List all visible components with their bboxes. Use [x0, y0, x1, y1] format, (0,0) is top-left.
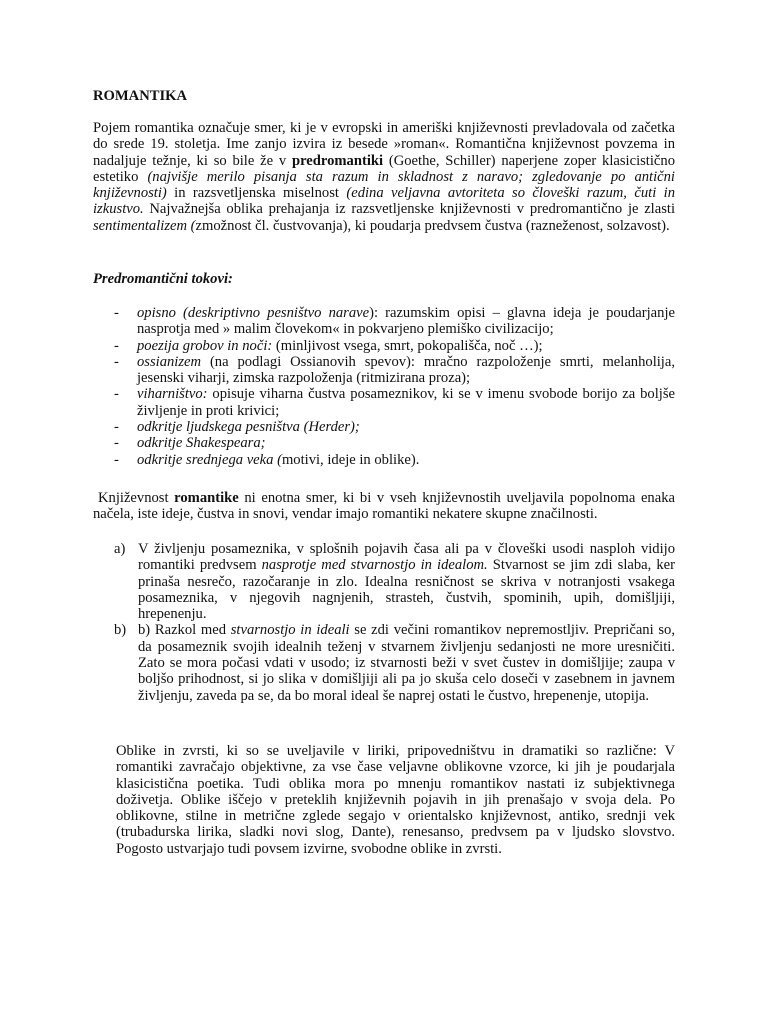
intro-paragraph [93, 120, 675, 234]
item-italic: odkritje ljudskega pesništva (Herder); [137, 419, 360, 436]
intro-italic: sentimentalizem ( [93, 217, 196, 234]
list-item [93, 541, 675, 622]
item-text: motivi, ideje in oblike). [281, 451, 420, 468]
list-item [93, 305, 675, 338]
para-text: ni enotna smer, ki bi v vseh književnostih uveljavila popolnoma enaka načela, iste ideje, čustva in snovi, vendar imajo romantiki nekatere skupne značilnosti. [93, 490, 675, 523]
section-subheading: Predromantični tokovi: [93, 271, 233, 287]
item-italic: poezija grobov in noči: [137, 337, 273, 354]
currents-list [93, 305, 675, 468]
intro-text: Najvažnejša oblika prehajanja iz razsvetljenske književnosti v predromantično je zlasti [143, 201, 675, 218]
dash-marker: - [114, 386, 119, 403]
romanticism-paragraph [93, 490, 675, 523]
item-italic: viharništvo: [137, 386, 208, 403]
item-italic: odkritje srednjega veka ( [137, 451, 282, 468]
list-item [93, 622, 675, 703]
document-title: ROMANTIKA [93, 88, 188, 104]
intro-text: zmožnost čl. čustvovanja), ki poudarja predvsem čustva (razneženost, solzavost). [195, 217, 670, 234]
list-item [93, 435, 675, 451]
forms-paragraph: Oblike in zvrsti, ki so se uveljavile v liriki, pripovedništvu in dramatiki so različne: V romantiki zavračajo objektivne, za vse čase veljavne oblikovne vzorce, ki jih je poudarjala klasicistična poetika. Tudi oblika mora po mnenju romantikov nastati iz subjektivnega doživetja. Oblike iščejo v preteklih književnih pojavih in jih prenašajo v svoja dela. Po oblikovne, stilne in metrične zglede segajo v orientalsko književnost, antiko, srednji vek (trubadurska lirika, sladki novi slog, Dante), renesanso, predvsem pa v ljudsko slovstvo. Pogosto ustvarjajo tudi povsem izvirne, svobodne oblike in zvrsti. [116, 743, 675, 857]
list-marker: a) [114, 541, 126, 557]
dash-marker: - [114, 305, 119, 321]
item-text: ): razumskim opisi – glavna ideja je poudarjanje nasprotja med » malim človekom« in pokvarjeno plemiško civilizacijo; [137, 305, 675, 338]
dash-marker: - [114, 353, 119, 370]
list-item [93, 419, 675, 435]
dash-marker: - [114, 435, 119, 452]
item-text: V življenju posameznika, v splošnih pojavih časa ali pa v človeški usodi nasploh vidijo romantiki predvsem [138, 541, 675, 574]
item-text: se zdi večini romantikov nepremostljiv. Prepričani so, da posameznik svojih idealnih teženj v stvarnem življenju sedanjosti ne more uresničiti. Zato se mora počasi vdati v usodo; iz stvarnosti beži v svet čustev in domišljije; zaupa v boljšo prihodnost, si jo slika v domišljiji ali pa jo skuša celo doseči v zasebnem in javnem življenju, zaveda pa se, da bo moral ideal še naprej ostati le čustvo, hrepenenje, utopija. [138, 622, 675, 704]
intro-italic: (edina veljavna avtoriteta so človeški razum, čuti in izkustvo. [93, 185, 676, 218]
dash-marker: - [114, 419, 119, 436]
list-item [93, 338, 675, 354]
para-text: Književnost [98, 490, 175, 506]
list-item [93, 386, 675, 419]
item-text: Stvarnost se jim zdi slaba, ker prinaša nesrečo, razočaranje in zlo. Idealna resničnost se skriva v notranjosti vsakega posameznika, v njegovih nagnjenih, strasteh, čustvih, spominih, upih, domišljiji, hrepenenju. [138, 557, 675, 623]
item-text: (na podlagi Ossianovih spevov): mračno razpoloženje smrti, melanholija, jesenski viharji, zimska razpoloženja (ritmizirana proza); [137, 353, 675, 387]
dash-marker: - [114, 337, 119, 354]
item-italic: opisno (deskriptivno pesništvo narave [137, 305, 370, 321]
intro-text: in razsvetljenska miselnost [166, 185, 347, 202]
list-marker: b) [114, 622, 127, 639]
item-italic: odkritje Shakespeara; [137, 435, 266, 452]
list-item [93, 354, 675, 387]
item-italic: stvarnostjo in ideali [230, 622, 350, 639]
characteristics-list [93, 541, 675, 704]
intro-text: Pojem romantika označuje smer, ki je v evropski in ameriški književnosti prevladovala od začetka do srede 19. stoletja. Ime zanjo izvira iz besede »roman«. Romantična književnost povzema in nadaljuje težnje, ki so bile že v [93, 120, 675, 169]
item-italic: nasprotje med stvarnostjo in idealom. [261, 557, 488, 574]
dash-marker: - [114, 451, 119, 468]
intro-italic: (najvišje merilo pisanja sta razum in skladnost z naravo; zgledovanje po antični književnosti) [93, 168, 675, 202]
intro-bold-term: predromantiki [291, 152, 384, 169]
para-bold-term: romantike [174, 490, 239, 506]
item-italic: ossianizem [137, 353, 202, 370]
item-text: opisuje viharna čustva posameznikov, ki se v imenu svobode borijo za boljše življenje in proti krivici; [137, 386, 675, 419]
list-item [93, 452, 675, 468]
item-text: (minljivost vsega, smrt, pokopališča, noč …); [272, 337, 543, 354]
intro-text: (Goethe, Schiller) naperjene zoper klasicistično estetiko [93, 152, 675, 185]
item-text: b) Razkol med [138, 622, 231, 639]
